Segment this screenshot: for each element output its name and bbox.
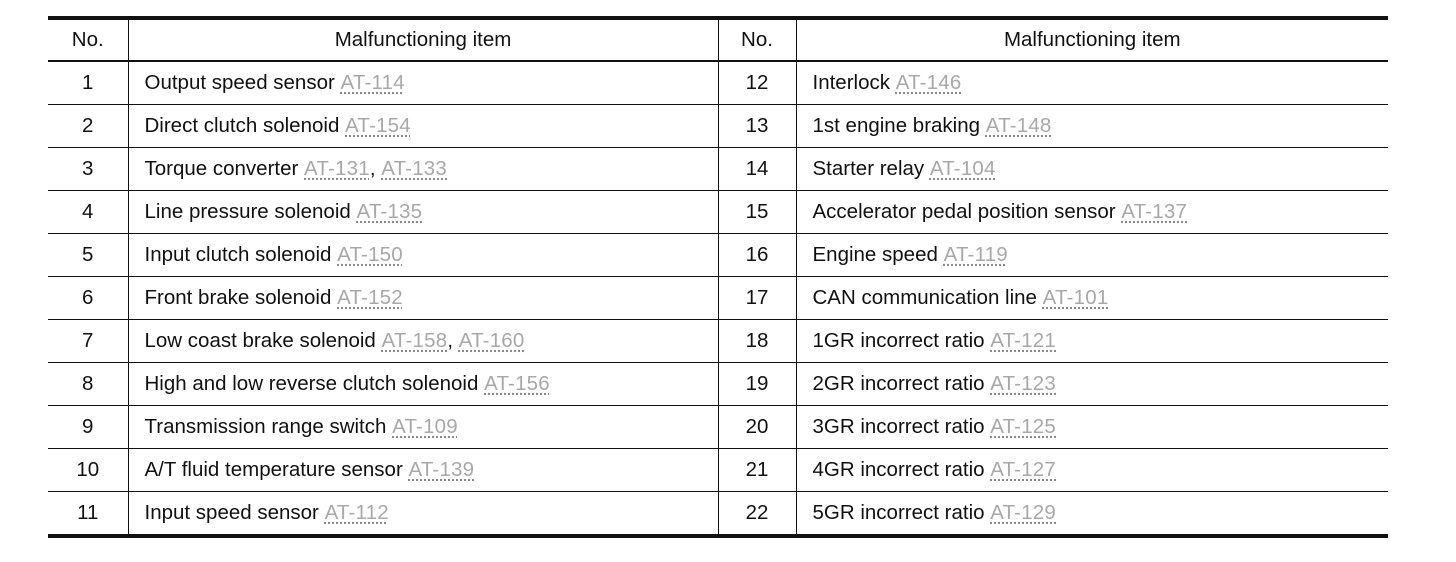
item-name: Interlock (812, 71, 890, 94)
page-reference-link[interactable]: AT-127 (990, 458, 1057, 481)
item-cell-left (128, 61, 718, 105)
table-row (48, 148, 1388, 191)
item-name: Direct clutch solenoid (144, 114, 340, 137)
page-reference-link[interactable]: AT-119 (943, 243, 1008, 266)
item-name: Transmission range switch (144, 415, 387, 438)
table-row (48, 277, 1388, 320)
page-reference-link[interactable]: AT-156 (484, 372, 550, 395)
item-name: Input clutch solenoid (144, 243, 332, 266)
page-reference-link[interactable]: AT-150 (337, 243, 403, 266)
row-number-left: 3 (48, 148, 128, 191)
row-number-right: 17 (718, 277, 796, 320)
item-name: 1GR incorrect ratio (812, 329, 985, 352)
page-reference-link[interactable]: AT-123 (990, 372, 1057, 395)
malfunction-table (48, 16, 1388, 538)
row-number-left: 10 (48, 449, 128, 492)
page-reference-link[interactable]: AT-160 (458, 329, 525, 352)
item-cell-left (128, 406, 718, 449)
page-reference-link[interactable]: AT-146 (895, 71, 962, 94)
item-name: CAN communication line (812, 286, 1037, 309)
item-cell-right (796, 148, 1388, 191)
row-number-right: 15 (718, 191, 796, 234)
page-reference-link[interactable]: AT-135 (356, 200, 423, 223)
reference-separator: , (369, 157, 376, 180)
item-cell-right (796, 234, 1388, 277)
row-number-left: 1 (48, 61, 128, 105)
item-cell-left (128, 105, 718, 148)
row-number-left: 7 (48, 320, 128, 363)
item-cell-left (128, 363, 718, 406)
page-reference-link[interactable]: AT-112 (324, 501, 389, 524)
row-number-left: 6 (48, 277, 128, 320)
table-row (48, 406, 1388, 449)
table-header (48, 18, 1388, 61)
header-item-left: Malfunctioning item (128, 18, 718, 61)
row-number-left: 9 (48, 406, 128, 449)
item-name: Input speed sensor (144, 501, 319, 524)
item-cell-right (796, 277, 1388, 320)
page-reference-link[interactable]: AT-114 (340, 71, 405, 94)
header-row (48, 18, 1388, 61)
page-reference-link[interactable]: AT-137 (1121, 200, 1188, 223)
item-cell-right (796, 105, 1388, 148)
item-cell-right (796, 363, 1388, 406)
item-name: Torque converter (144, 157, 299, 180)
item-cell-left (128, 191, 718, 234)
item-cell-left (128, 277, 718, 320)
item-cell-right (796, 449, 1388, 492)
row-number-right: 16 (718, 234, 796, 277)
item-cell-right (796, 492, 1388, 537)
table-row (48, 320, 1388, 363)
item-cell-left (128, 492, 718, 537)
item-cell-left (128, 234, 718, 277)
item-cell-right (796, 406, 1388, 449)
page-reference-link[interactable]: AT-125 (990, 415, 1057, 438)
table-row (48, 105, 1388, 148)
item-cell-left (128, 148, 718, 191)
item-cell-left (128, 449, 718, 492)
item-name: 3GR incorrect ratio (812, 415, 985, 438)
row-number-left: 2 (48, 105, 128, 148)
row-number-left: 5 (48, 234, 128, 277)
page-reference-link[interactable]: AT-148 (985, 114, 1052, 137)
item-name: 1st engine braking (812, 114, 981, 137)
reference-separator: , (447, 329, 454, 352)
item-cell-right (796, 191, 1388, 234)
malfunction-table-container (48, 16, 1388, 538)
row-number-right: 19 (718, 363, 796, 406)
page-reference-link[interactable]: AT-139 (408, 458, 475, 481)
row-number-right: 14 (718, 148, 796, 191)
table-row (48, 492, 1388, 537)
header-item-right: Malfunctioning item (796, 18, 1388, 61)
table-row (48, 234, 1388, 277)
table-row (48, 449, 1388, 492)
item-name: 4GR incorrect ratio (812, 458, 985, 481)
item-name: Front brake solenoid (144, 286, 332, 309)
item-name: 5GR incorrect ratio (812, 501, 985, 524)
item-name: Starter relay (812, 157, 925, 180)
item-name: A/T fluid temperature sensor (144, 458, 403, 481)
item-name: Line pressure solenoid (144, 200, 351, 223)
page-reference-link[interactable]: AT-133 (381, 157, 448, 180)
item-cell-right (796, 61, 1388, 105)
row-number-right: 20 (718, 406, 796, 449)
page-reference-link[interactable]: AT-129 (990, 501, 1057, 524)
row-number-right: 12 (718, 61, 796, 105)
row-number-left: 8 (48, 363, 128, 406)
page-reference-link[interactable]: AT-104 (929, 157, 996, 180)
row-number-right: 18 (718, 320, 796, 363)
page-reference-link[interactable]: AT-158 (381, 329, 448, 352)
item-name: Accelerator pedal position sensor (812, 200, 1116, 223)
page-reference-link[interactable]: AT-152 (337, 286, 403, 309)
item-name: High and low reverse clutch solenoid (144, 372, 479, 395)
row-number-right: 21 (718, 449, 796, 492)
page-reference-link[interactable]: AT-101 (1042, 286, 1109, 309)
item-cell-right (796, 320, 1388, 363)
page-reference-link[interactable]: AT-121 (990, 329, 1057, 352)
page-reference-link[interactable]: AT-109 (392, 415, 458, 438)
header-no-right: No. (718, 18, 796, 61)
row-number-left: 11 (48, 492, 128, 537)
item-name: 2GR incorrect ratio (812, 372, 985, 395)
item-name: Output speed sensor (144, 71, 335, 94)
page-reference-link[interactable]: AT-154 (345, 114, 411, 137)
page-reference-link[interactable]: AT-131 (304, 157, 370, 180)
row-number-right: 22 (718, 492, 796, 537)
header-no-left: No. (48, 18, 128, 61)
table-body (48, 61, 1388, 536)
table-row (48, 191, 1388, 234)
table-row (48, 61, 1388, 105)
item-cell-left (128, 320, 718, 363)
item-name: Low coast brake solenoid (144, 329, 376, 352)
table-row (48, 363, 1388, 406)
item-name: Engine speed (812, 243, 938, 266)
row-number-right: 13 (718, 105, 796, 148)
row-number-left: 4 (48, 191, 128, 234)
